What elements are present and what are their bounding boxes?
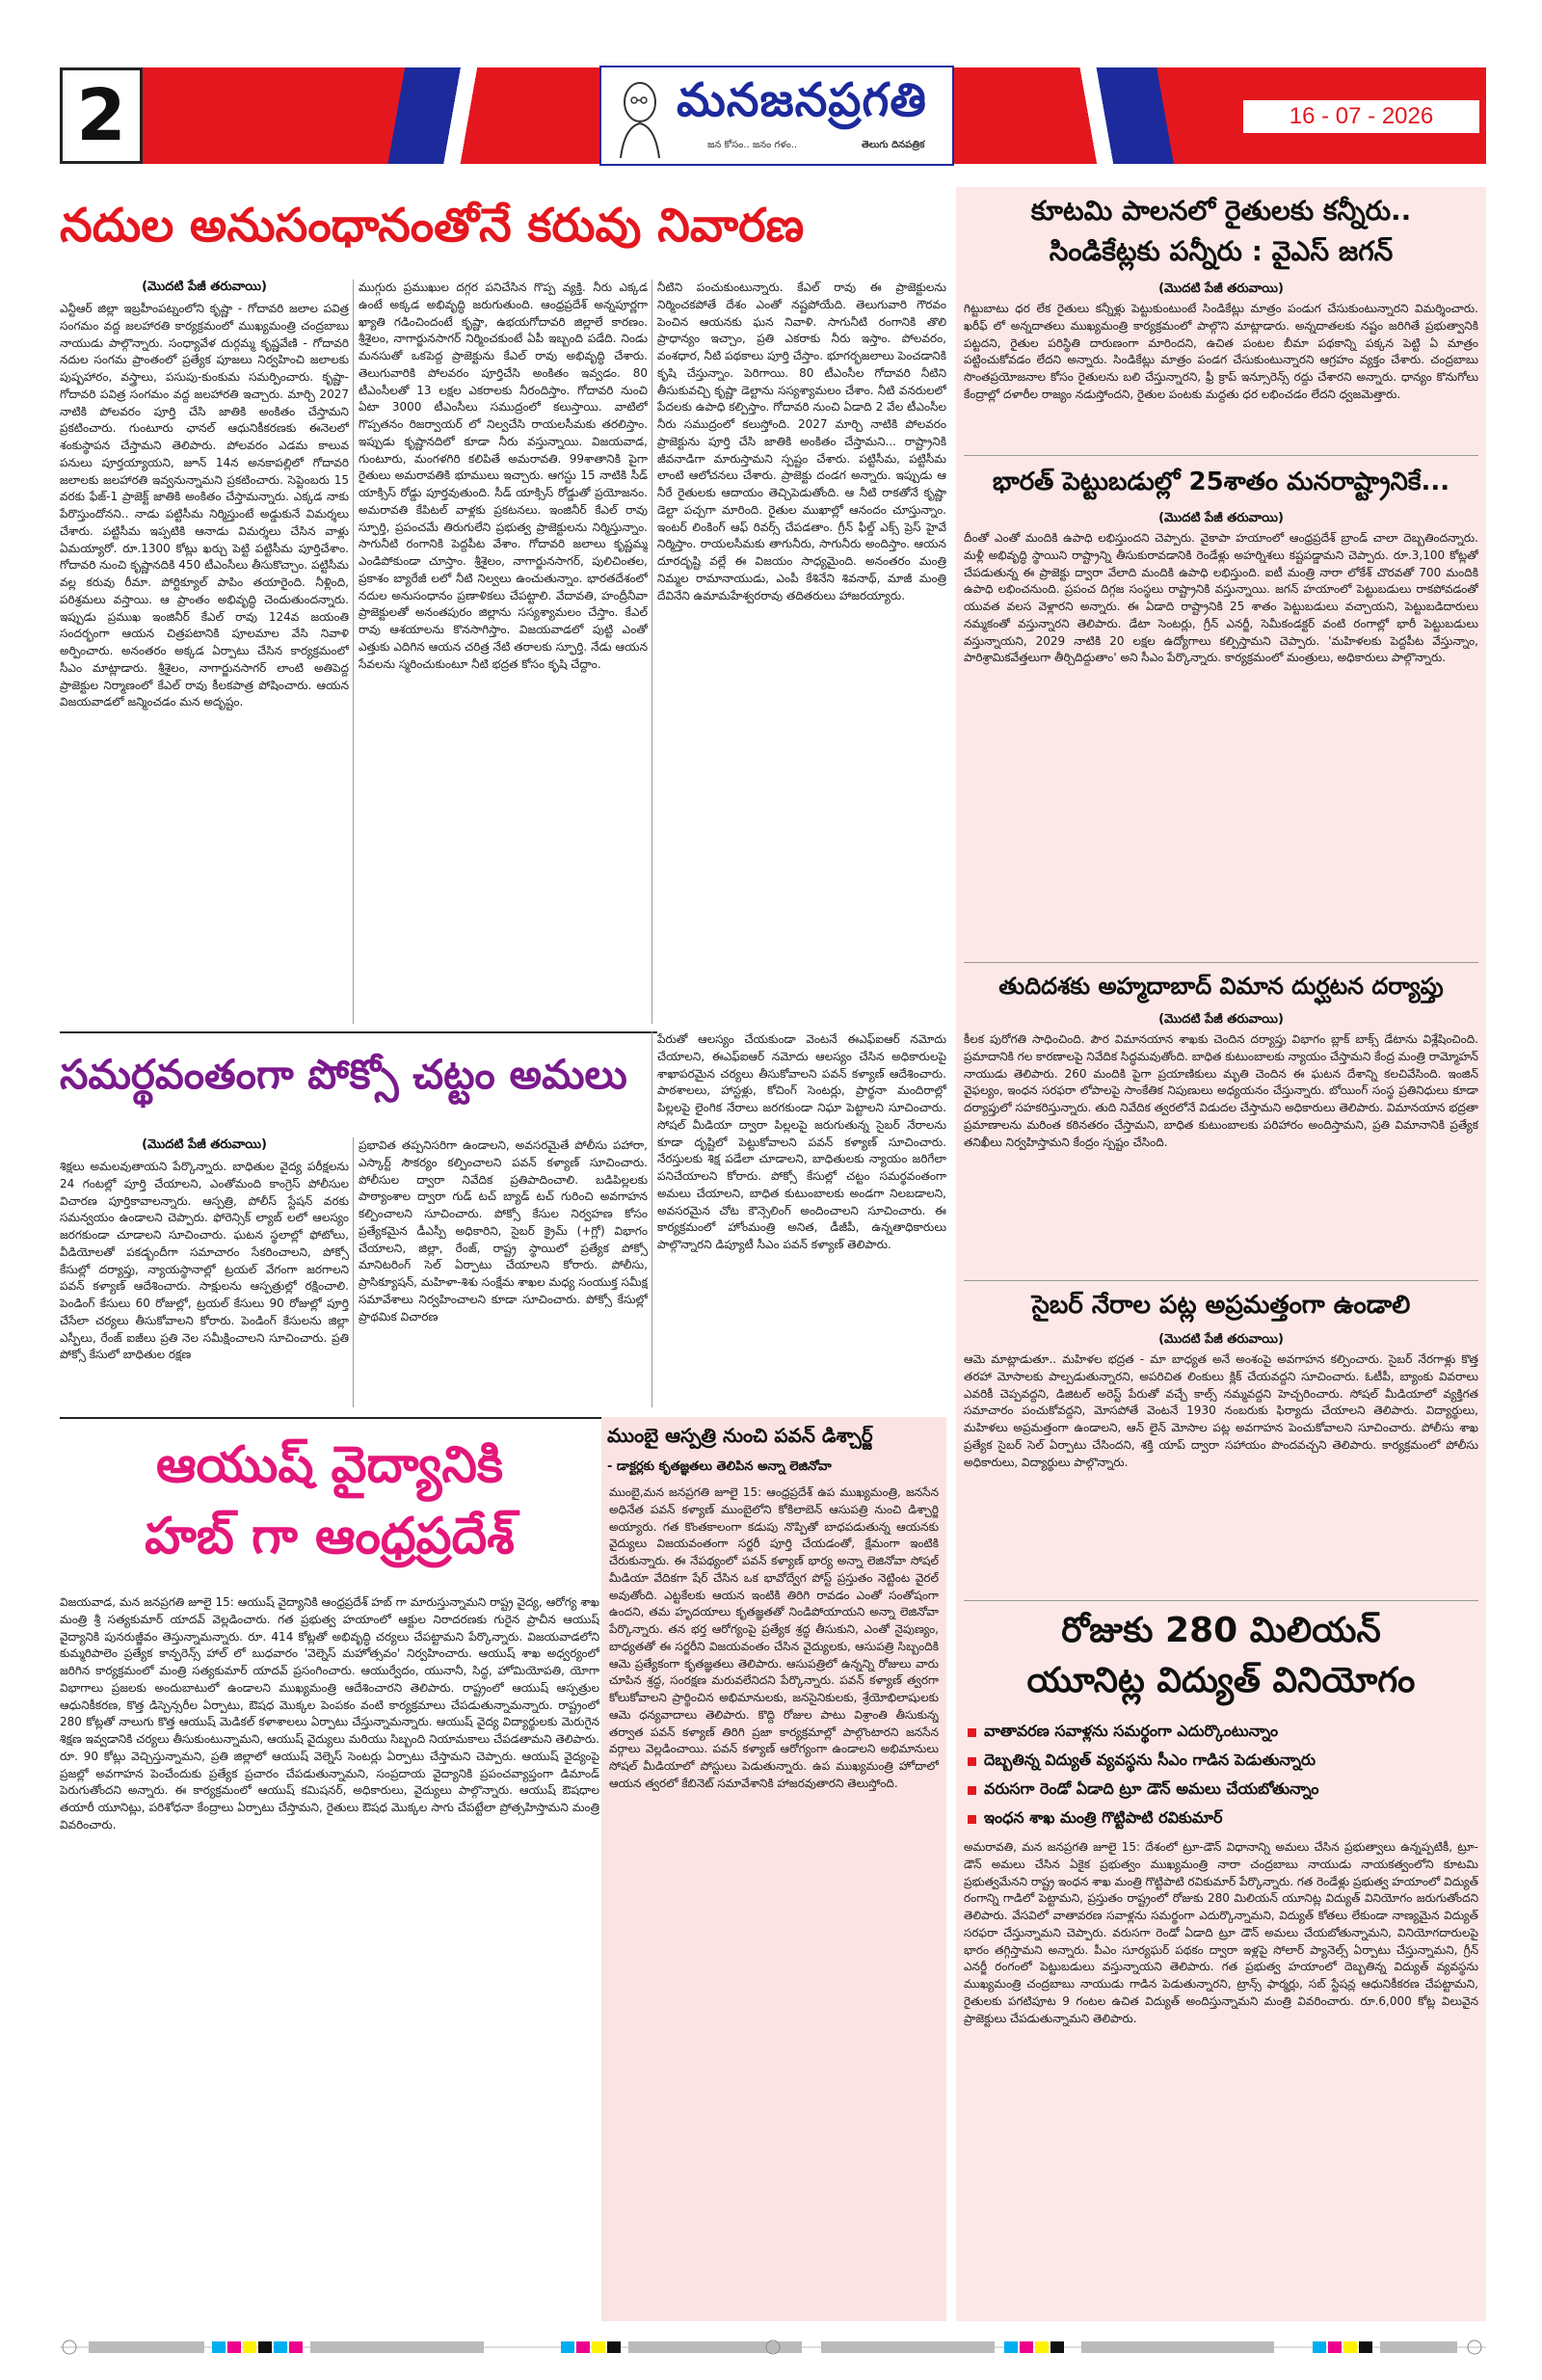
bullet-text: ఇంధన శాఖ మంత్రి గొట్టిపాటి రవికుమార్ xyxy=(984,1808,1223,1827)
article2-col3: పేరుతో ఆలస్యం చేయకుండా వెంటనే ఈఎఫ్ఐఆర్ నమోదు చేయాలని, ఈఎఫ్ఐఆర్ నమోదు ఆలస్యం చేసిన అధికారులపై శాఖాపరమైన చర్యలు తీసుకోవాలని పవన్ కళ్యాణ్ ఆదేశించారు. పాఠశాలలు, హాస్టళ్లు, కోచింగ్ సెంటర్లు, ప్రార్థనా మందిరాల్లో పిల్లలపై లైంగిక నేరాలు జరగకుండా నిఘా పెట్టాలని సూచించారు. సోషల్ మీడియా ద్వారా పిల్లలపై జరుగుతున్న సైబర్ నేరాలను కూడా దృష్టిలో పెట్టుకోవాలని పవన్ కళ్యాణ్ సూచించారు. నేరస్తులకు శిక్ష పడేలా చూడాలని, బాధితులకు న్యాయం జరిగేలా పనిచేయాలని కోరారు. పోక్సో కేసుల్లో చట్టం సమర్థవంతంగా అమలు చేయాలని, బాధిత కుటుంబాలకు అండగా నిలబడాలని, అవసరమైన చోట కౌన్సెలింగ్ అందించాలని సూచించారు. ఈ కార్యక్రమంలో హోంమంత్రి అనిత, డీజీపీ, ఉన్నతాధికారులు పాల్గొన్నారని డిప్యూటీ సీఎం పవన్ కళ్యాణ్ తెలిపారు. xyxy=(657,1032,946,1251)
sidebar5-body: అమరావతి, మన జనప్రగతి జూలై 15: దేశంలో ట్రూ-డౌన్ విధానాన్ని అమలు చేసిన ప్రభుత్వాలు ఉన్నప్పటికీ, ట్రూ-డౌన్ అమలు చేసిన ఏకైక ప్రభుత్వం ముఖ్యమంత్రి నారా చంద్రబాబు నాయుడు నాయకత్వంలోని కూటమి ప్రభుత్వమేనని రాష్ట్ర ఇంధన శాఖ మంత్రి గొట్టిపాటి రవికుమార్ పేర్కొన్నారు. గత రెండేళ్లు ప్రభుత్వ హయాంలో విద్యుత్ రంగాన్ని గాడిలో పెట్టామని, ప్రస్తుతం రాష్ట్రంలో రోజుకు 280 మిలియన్ యూనిట్ల విద్యుత్ వినియోగం జరుగుతోందని తెలిపారు. వేసవిలో వాతావరణ సవాళ్లను సమర్థంగా ఎదుర్కొన్నామని, విద్యుత్ కోతలు లేకుండా నాణ్యమైన విద్యుత్ సరఫరా చేస్తున్నామని చెప్పారు. వరుసగా రెండో ఏడాది ట్రూ డౌన్ అమలు చేయబోతున్నామని, వినియోగదారులపై భారం తగ్గిస్తామని అన్నారు. పీఎం సూర్యఘర్ పథకం ద్వారా ఇళ్లపై సోలార్ ప్యానెల్స్ ఏర్పాటు చేస్తున్నామని, గ్రీన్ ఎనర్జీ రంగంలో పెట్టుబడులు వస్తున్నాయని తెలిపారు. గత ప్రభుత్వ హయాంలో దెబ్బతిన్న విద్యుత్ వ్యవస్థను ముఖ్యమంత్రి చంద్రబాబు నాయుడు గాడిన పెడుతున్నారని, ట్రాన్స్ ఫార్మర్లు, సబ్ స్టేషన్ల ఆధునికీకరణ చేపట్టామని, రైతులకు పగటిపూట 9 గంటల ఉచిత విద్యుత్ అందిస్తున్నామని మంత్రి వివరించారు. రూ.6,000 కోట్ల విలువైన ప్రాజెక్టులు చేపడుతున్నామని తెలిపారు. xyxy=(964,1840,1478,2025)
article2-divider-2 xyxy=(651,1031,652,1407)
issue-date: 16 - 07 - 2026 xyxy=(1243,100,1479,133)
article1-divider-1 xyxy=(353,280,354,1024)
article1-divider-2 xyxy=(651,280,652,1024)
article2-headline: సమర్థవంతంగా పోక్సో చట్టం అమలు xyxy=(60,1051,627,1098)
article1-headline: నదుల అనుసంధానంతోనే కరువు నివారణ xyxy=(60,199,805,253)
article1-bottom-rule xyxy=(60,1031,657,1033)
bullet-square-icon xyxy=(968,1757,976,1766)
sidebar1-body: గిట్టుబాటు ధర లేక రైతులు కన్నీళ్లు పెట్టుకుంటుంటే సిండికేట్లు మాత్రం పండుగ చేసుకుంటున్నారని విమర్శించారు. ఖరీఫ్ లో అన్నదాతలు ముఖ్యమంత్రి కార్యక్రమంలో పాల్గొని మాట్లాడారు. అన్నదాతలకు నష్టం జరిగితే ప్రభుత్వానికి పట్టదని, రైతుల పరిస్థితి దారుణంగా మారిందని, ఉచిత పంటల బీమా పథకాన్ని పక్కన పెట్టి ఏ మాత్రం పట్టించుకోవడం లేదని అన్నారు. సిండికేట్లు మాత్రం పండగ చేసుకుంటున్నారని ఆగ్రహం వ్యక్తం చేశారు. చంద్రబాబు సొంతప్రయోజనాల కోసం రైతులను బలి చేస్తున్నారని, ఫ్రీ క్రాప్ ఇన్సూరెన్స్ రద్దు చేశారని అన్నారు. ధాన్యం కొనుగోలు కేంద్రాల్లో దళారీల రాజ్యం నడుస్తోందని, రైతుల పంటకు మద్దతు ధర లభించడం లేదని ధ్వజమెత్తారు. xyxy=(964,302,1478,401)
article1-col1: ఎన్టీఆర్ జిల్లా ఇబ్రహీంపట్నంలోని కృష్ణా - గోదావరి జలాల పవిత్ర సంగమం వద్ద జలహారతి కార్యక్రమంలో ముఖ్యమంత్రి చంద్రబాబు నాయుడు పాల్గొన్నారు. సంధ్యావేళ దుర్గమ్మ కృష్ణవేణి - గోదావరి నదుల సంగమ ప్రాంతంలో ప్రత్యేక పూజలు నిర్వహించి జలాలకు పుష్పహారం, వస్త్రాలు, పసుపు-కుంకుమ సమర్పించారు. కృష్ణా-గోదావరి పవిత్ర సంగమం వద్ద జలహారతి ఇచ్చారు. మార్చి 2027 నాటికి పోలవరం పూర్తి చేసి జాతికి అంకితం చేస్తామని ప్రకటించారు. గుంటూరు ఛానల్ ఆధునికీకరణకు ఈనెలలో శంకుస్థాపన చేస్తామని తెలిపారు. పోలవరం ఎడమ కాలువ పనులు పూర్తయ్యాయని, జూన్ 14న అనకాపల్లిలో గోదావరి జలాలకు జలహారతి ఇవ్వనున్నామని ప్రకటించారు. సెప్టెంబరు 15 వరకు ఫేజ్-1 ప్రాజెక్ట్ జాతికి అంకితం చేస్తామన్నారు. ఎక్కడ నాకు పేరొస్తుందోనని.. నాడు పట్టిసీమ నిర్మిస్తుంటే అడ్డుకునే విమర్శలు చేశారు. పట్టిసీమ ఇప్పటికి ఆనాడు విమర్శలు చేసిన వాళ్లు ఏమయ్యారో. రూ.1300 కోట్లు ఖర్చు పెట్టి పట్టిసీమ పూర్తిచేశాం. గోదావరి నుంచి కృష్ణానదికి 450 టీఎంసీలు తీసుకొచ్చాం. పట్టిసీమ వల్ల కరువు రీమా. పోర్టిక్యూల్ పాపిం తయారైంది. నీళ్లింది, పరిశ్రమలు వస్తాయి. ఆ ప్రాంతం అభివృద్ధి చెందుతుందన్నారు. ఇప్పుడు ప్రముఖ ఇంజినీర్ కేఎల్ రావు 124వ జయంతి సందర్భంగా ఆయన చిత్రపటానికి పూలమాల వేసి నివాళి అర్పించారు. అనంతరం అక్కడ ఏర్పాటు చేసిన కార్యక్రమంలో సీఎం మాట్లాడారు. శ్రీశైలం, నాగార్జునసాగర్ లాంటి అతిపెద్ద ప్రాజెక్టుల నిర్మాణంలో కేఎల్ రావు కీలకపాత్ర పోషించారు. ఆయన విజయవాడలో జన్మించడం మన అదృష్టం. xyxy=(60,302,349,709)
article1-col2: ముగ్గురు ప్రముఖుల దగ్గర పనిచేసిన గొప్ప వ్యక్తి. నీరు ఎక్కడ ఉంటే అక్కడ అభివృద్ధి జరుగుతుంది. ఆంధ్రప్రదేశ్ అన్నపూర్ణగా ఖ్యాతి గడించిందంటే కృష్ణా, ఉభయగోదావరి జిల్లాలే కారణం. శ్రీశైలం, నాగార్జునసాగర్ నిర్మించకుంటే ఏపీ ఇబ్బంది పడేది. నిండు మనసుతో ఒకపెద్ద ప్రాజెక్టును కేఎల్ రావు అభివృద్ధి చేశారు. తెలుగువారికి పోలవరం పూర్తిచేసి అంకితం ఇవ్వడం. 80 టీఎంసీలతో 13 లక్షల ఎకరాలకు నీరందిస్తాం. గోదావరి నుంచి ఏటా 3000 టీఎంసీలు సముద్రంలో కలుస్తాయి. వాటిలో గొప్పతనం రిజర్వాయర్ లో నిల్వచేసి రాయలసీమకు తరలిస్తాం. ఇప్పుడు కృష్ణానదిలో కూడా నీరు వస్తున్నాయి. విజయవాడ, గుంటూరు, మంగళగిరి కలిపితే అమరావతి. 99శాతానికి పైగా రైతులు అమరావతికి భూములు ఇచ్చారు. ఆగస్టు 15 నాటికి సీడ్ యాక్సిస్ రోడ్డు పూర్తవుతుంది. సీడ్ యాక్సిస్ రోడ్డుతో ప్రయోజనం. అమరావతి కేపిటల్ వాళ్లకు ప్రకటనలు. ఇంజినీర్ కేఎల్ రావు స్ఫూర్తి, ప్రపంచమే తిరుగులేని ప్రభుత్వ ప్రాజెక్టులను నిర్మిస్తున్నాం. సాగునీటి రంగానికి పెద్దపీట వేశాం. గోదావరి జలాలు కృష్ణమ్మ ఎండిపోకుండా చూస్తాం. శ్రీశైలం, నాగార్జునసాగర్, పులిచింతల, ప్రకాశం బ్యారేజీ లలో నీటి నిల్వలు ఉంచుతున్నాం. భారతదేశంలో నదుల అనుసంధానం ప్రణాళికలు చేపట్టాలి. వేదావతి, హంద్రీనీవా ప్రాజెక్టులతో అనంతపురం జిల్లాను సస్యశ్యామలం చేస్తాం. కేఎల్ రావు ఆశయాలను కొనసాగిస్తాం. విజయవాడలో పుట్టి ఎంతో ఎత్తుకు ఎదిగిన ఆయన చరిత్ర నేటి తరాలకు స్ఫూర్తి. నేడు ఆయన సేవలను స్మరించుకుంటూ నీటి భద్రత కోసం కృషి చేద్దాం. xyxy=(359,281,648,671)
masthead-tagline-2: తెలుగు దినపత్రిక xyxy=(862,140,925,150)
sidebar2-body: దీంతో ఎంతో మందికి ఉపాధి లభిస్తుందని చెప్పారు. వైకాపా హయాంలో ఆంధ్రప్రదేశ్ బ్రాండ్ చాలా దెబ్బతిందన్నారు. మళ్లీ అభివృద్ధి స్థాయిని రాష్ట్రాన్ని తీసుకురావడానికి రెండేళ్లు అహర్నిశలు కష్టపడ్డామని చెప్పారు. రూ.3,100 కోట్లతో చేపడుతున్న ఈ ప్రాజెక్టు ద్వారా వేలాది మందికి ఉపాధి లభిస్తుంది. ఐటీ మంత్రి నారా లోకేశ్ చొరవతో 700 మందికి ఉపాధి లభించనుంది. ప్రపంచ దిగ్గజ సంస్థలు రాష్ట్రానికి వస్తున్నాయి. జగన్ హయాంలో పెట్టుబడులు రాకపోవడంతో యువత వలస వెళ్లారని అన్నారు. ఈ ఏడాది రాష్ట్రానికి 25 శాతం పెట్టుబడులు వచ్చాయని, పెట్టుబడిదారులు నమ్మకంతో వస్తున్నారని తెలిపారు. డేటా సెంటర్లు, గ్రీన్ ఎనర్జీ, సెమీకండక్టర్ వంటి రంగాల్లో భారీ పెట్టుబడులు వస్తున్నాయని, 2029 నాటికి 20 లక్షల ఉద్యోగాలు కల్పిస్తామని చెప్పారు. 'మహిళలకు పెద్దపీట వేస్తున్నాం, పారిశ్రామికవేత్తలుగా తీర్చిదిద్దుతాం' అని సీఎం పేర్కొన్నారు. కార్యక్రమంలో మంత్రులు, అధికారులు పాల్గొన్నారు. xyxy=(964,531,1478,665)
article2-col1: శిక్షలు అమలవుతాయని పేర్కొన్నారు. బాధితుల వైద్య పరీక్షలను 24 గంటల్లో పూర్తి చేయాలని, ఎంతోమంది కాంగ్రెస్ పోలీసుల విచారణ పూర్తికావాలన్నారు. ఆస్పత్రి, పోలీస్ స్టేషన్ వరకు సమన్వయం ఉండాలని చెప్పారు. ఫోరెన్సిక్ ల్యాబ్ లలో ఆలస్యం జరగకుండా చూడాలని సూచించారు. ఘటన స్థలాల్లో ఫోటోలు, వీడియోలతో పకడ్బందీగా సమాచారం సేకరించాలని, పోక్సో కేసుల్లో దర్యాప్తు, న్యాయస్థానాల్లో ట్రయల్ వేగంగా జరగాలని పవన్ కళ్యాణ్ ఆదేశించారు. సాక్షులను ఆస్పత్రుల్లో రక్షించాలి. పెండింగ్ కేసులు 60 రోజుల్లో, ట్రయల్ కేసులు 90 రోజుల్లో పూర్తి చేసేలా చర్యలు తీసుకోవాలని కోరారు. పెండింగ్ కేసులను జిల్లా ఎస్పీలు, రేంజ్ ఐజీలు ప్రతి నెల సమీక్షించాలని సూచించారు. ప్రతి పోక్సో కేసులో బాధితుల రక్షణ xyxy=(60,1160,349,1362)
article3-body: విజయవాడ, మన జనప్రగతి జూలై 15: ఆయుష్ వైద్యానికి ఆంధ్రప్రదేశ్ హబ్ గా మారుస్తున్నామని రాష్ట్ర వైద్య, ఆరోగ్య శాఖ మంత్రి శ్రీ సత్యకుమార్ యాదవ్ వెల్లడించారు. గత ప్రభుత్వ హయాంలో ఆక్టుల నిరాదరణకు గురైన ప్రాచీన ఆయుష్ వైద్యానికి పునరుజ్జీవం తెస్తున్నామన్నారు. రూ. 414 కోట్లతో అభివృద్ధి చర్యలు చేపట్టామని పేర్కొన్నారు. విజయవాడలోని కుమ్మరిపాలెం ప్రత్యేక కాన్ఫరెన్స్ హాల్ లో బుధవారం 'వెల్నెస్ మహోత్సవం' నిర్వహించారు. ఆయుష్ శాఖ అధ్వర్యంలో జరిగిన కార్యక్రమంలో మంత్రి సత్యకుమార్ యాదవ్ ప్రసంగించారు. ఆయుర్వేదం, యునానీ, సిద్ధ, హోమియోపతి, యోగా విభాగాలు ప్రజలకు అందుబాటులో ఉండాలని ముఖ్యమంత్రి ఆదేశించారని తెలిపారు. రాష్ట్రంలో ఆయుష్ ఆస్పత్రుల ఆధునికీకరణ, కొత్త డిస్పెన్సరీల ఏర్పాటు, ఔషధ మొక్కల పెంపకం వంటి కార్యక్రమాలు చేపడుతున్నామన్నారు. రాష్ట్రంలో 280 కోట్లతో నాలుగు కొత్త ఆయుష్ మెడికల్ కళాశాలలు ఏర్పాటు చేస్తున్నామన్నారు. ఆయుష్ వైద్య విద్యార్థులకు మెరుగైన శిక్షణ ఇవ్వడానికి చర్యలు తీసుకుంటున్నామని, ఆయుష్ వైద్యులు మరియు సిబ్బంది నియామకాలు చేపడతామని తెలిపారు. రూ. 90 కోట్లు వెచ్చిస్తున్నామని, ప్రతి జిల్లాలో ఆయుష్ వెల్నెస్ సెంటర్లు ఏర్పాటు చేస్తామని చెప్పారు. ఆయుష్ వైద్యంపై ప్రజల్లో అవగాహన పెంచేందుకు ప్రత్యేక ప్రచారం చేపడుతున్నామని, సంప్రదాయ వైద్యానికి ప్రపంచవ్యాప్తంగా డిమాండ్ పెరుగుతోందని అన్నారు. ఈ కార్యక్రమంలో ఆయుష్ కమిషనర్, అధికారులు, వైద్యులు పాల్గొన్నారు. ఆయుష్ ఔషధాల తయారీ యూనిట్లు, పరిశోధనా కేంద్రాలు ఏర్పాటు చేస్తామని, రైతులు ఔషధ మొక్కల సాగు చేపట్టేలా ప్రోత్సహిస్తామని మంత్రి వివరించారు. xyxy=(60,1595,599,1832)
sidebar5-bullet-3 xyxy=(968,1779,1475,1802)
sidebar4-rule xyxy=(964,1600,1478,1601)
sidebar3-headline: తుదిదశకు అహ్మదాబాద్ విమాన దుర్ఘటన దర్యాప్తు xyxy=(998,973,1444,1000)
sidebar1-continued: (మొదటి పేజీ తరువాయి) xyxy=(1158,281,1284,296)
bullet-text: వరుసగా రెండో ఏడాది ట్రూ డౌన్ అమలు చేయబోతున్నాం xyxy=(984,1779,1319,1798)
article2-divider-1 xyxy=(353,1137,354,1407)
article2-col2: ప్రభావిత తప్పనిసరిగా ఉండాలని, అవసరమైతే పోలీసు పహారా, ఎస్కార్ట్ సౌకర్యం కల్పించాలని పవన్ కళ్యాణ్ సూచించారు. పోలీసుల ద్వారా నివేదిక ప్రతిపాదించాలి. బడిపిల్లలకు పాఠ్యాంశాల ద్వారా గుడ్ టచ్ బ్యాడ్ టచ్ గురించి అవగాహన కల్పించాలని సూచించారు. పోక్సో కేసుల నిర్వహణ కోసం ప్రత్యేకమైన డీఎస్పీ అధికారిని, సైబర్ క్రైమ్ (+గ్లో) విభాగం చేయాలని, జిల్లా, రేంజ్, రాష్ట్ర స్థాయిలో ప్రత్యేక పోక్సో మానిటరింగ్ సెల్ ఏర్పాటు చేయాలని కోరారు. పోలీసు, ప్రాసిక్యూషన్, మహిళా-శిశు సంక్షేమ శాఖల మధ్య సంయుక్త సమీక్ష సమావేశాలు నిర్వహించాలని కూడా సూచించారు. పోక్సో కేసుల్లో ప్రాథమిక విచారణ xyxy=(359,1138,648,1324)
sidebar3-continued: (మొదటి పేజీ తరువాయి) xyxy=(1158,1012,1284,1027)
sidebar4-continued: (మొదటి పేజీ తరువాయి) xyxy=(1158,1332,1284,1347)
gandhi-logo-icon xyxy=(611,73,667,158)
article4-body: ముంబై,మన జనప్రగతి జూలై 15: ఆంధ్రప్రదేశ్ ఉప ముఖ్యమంత్రి, జనసేన అధినేత పవన్ కళ్యాణ్ ముంబైలోని కోకిలాబెన్ ఆసుపత్రి నుంచి డిశ్చార్జి అయ్యారు. గత కొంతకాలంగా కడుపు నొప్పితో బాధపడుతున్న ఆయనకు వైద్యులు విజయవంతంగా సర్జరీ పూర్తి చేయడంతో, క్షేమంగా ఇంటికి చేరుకున్నారు. ఈ నేపథ్యంలో పవన్ కళ్యాణ్ భార్య అన్నా లెజినోవా సోషల్ మీడియా వేదికగా షేర్ చేసిన ఒక భావోద్వేగ పోస్ట్ ప్రస్తుతం నెట్టింట వైరల్ అవుతోంది. ఎట్టకేలకు ఆయన ఇంటికి తిరిగి రావడం ఎంతో సంతోషంగా ఉందని, తమ హృదయాలు కృతజ్ఞతతో నిండిపోయాయని అన్నా లెజినోవా పేర్కొన్నారు. తన భర్త ఆరోగ్యంపై ప్రత్యేక శ్రద్ధ తీసుకుని, ఎంతో నైపుణ్యం, బాధ్యతతో ఈ సర్జరీని విజయవంతం చేసిన వైద్యులకు, ఆసుపత్రి సిబ్బందికి ఆమె ప్రత్యేకంగా కృతజ్ఞతలు తెలిపారు. ఆసుపత్రిలో ఉన్నన్ని రోజులు వారు చూపిన శ్రద్ధ, సంరక్షణ మరువలేనిదని పేర్కొన్నారు. పవన్ కళ్యాణ్ త్వరగా కోలుకోవాలని ప్రార్థించిన అభిమానులకు, జనసైనికులకు, శ్రేయోభిలాషులకు ఆమె ధన్యవాదాలు తెలిపారు. కొద్ది రోజుల పాటు విశ్రాంతి తీసుకున్న తర్వాత పవన్ కళ్యాణ్ తిరిగి ప్రజా కార్యక్రమాల్లో పాల్గొంటారని జనసేన వర్గాలు వెల్లడించాయి. పవన్ కళ్యాణ్ ఆరోగ్యంగా ఉండాలని అభిమానులు సోషల్ మీడియాలో పోస్టులు పెడుతున్నారు. ఉప ముఖ్యమంత్రి హోదాలో ఆయన త్వరలో కేబినెట్ సమావేశానికి హాజరవుతారని తెలుస్తోంది. xyxy=(609,1485,939,1790)
sidebar2-continued: (మొదటి పేజీ తరువాయి) xyxy=(1158,511,1284,525)
masthead xyxy=(599,66,954,166)
article4-headline: ముంబై ఆస్పత్రి నుంచి పవన్ డిశ్చార్జ్ xyxy=(607,1424,873,1447)
sidebar5-bullet-1 xyxy=(968,1722,1475,1744)
article3-headline-line2: హబ్ గా ఆంధ్రప్రదేశ్ xyxy=(145,1508,515,1565)
registration-bar xyxy=(60,2337,1486,2358)
color-registration-icon xyxy=(60,2337,1486,2358)
article3-headline-line1: ఆయుష్ వైద్యానికి xyxy=(155,1436,504,1494)
sidebar5-headline-line1: రోజుకు 280 మిలియన్ xyxy=(1061,1611,1381,1650)
bullet-text: వాతావరణ సవాళ్లను సమర్థంగా ఎదుర్కొంటున్నాం xyxy=(984,1722,1279,1740)
bullet-square-icon xyxy=(968,1728,976,1737)
sidebar3-rule xyxy=(964,1280,1478,1281)
article4-subhead: - డాక్టర్లకు కృతజ్ఞతలు తెలిపిన అన్నా లెజినోవా xyxy=(607,1459,832,1474)
masthead-title: మనజనప్రగతి xyxy=(677,73,927,127)
bullet-text: దెబ్బతిన్న విద్యుత్ వ్యవస్థను సీఎం గాడిన పెడుతున్నారు xyxy=(984,1751,1316,1769)
masthead-tagline: జన కోసం.. జనం గళం.. xyxy=(707,140,798,150)
sidebar1-rule xyxy=(964,455,1478,456)
article1-col3: నీటిని పంచుకుంటున్నారు. కేఎల్ రావు ఈ ప్రాజెక్టులను నిర్మించకపోతే దేశం ఎంతో నష్టపోయేది. తెలుగువారి గౌరవం పెంచిన ఆయనకు ఘన నివాళి. సాగునీటి రంగానికి తొలి ప్రాధాన్యం ఇచ్చాం, ప్రతి ఎకరాకు నీరు ఇస్తాం. పోలవరం, వంశధార, నీటి పథకాలు పూర్తి చేస్తాం. భూగర్భజలాలు పెంచడానికి కృషి చేస్తున్నాం. పెరిగాయి. 80 టీఎంసీల గోదావరి నీటిని తీసుకువచ్చి కృష్ణా డెల్టాను సస్యశ్యామలం చేశాం. నీటి వనరులలో పేదలకు ఉపాధి కల్పిస్తాం. గోదావరి నుంచి ఏడాది 2 వేల టీఎంసీల నీరు సముద్రంలో కలుస్తోంది. 2027 మార్చి నాటికి పోలవరం ప్రాజెక్టును పూర్తి చేసి జాతికి అంకితం చేస్తామని... రాష్ట్రానికి జీవనాడిగా మారుస్తామని స్పష్టం చేశారు. పట్టిసీమ, పట్టిసీమ లాంటి ఆలోచనలు చేశారు. ప్రాజెక్టు దండగ అన్నారు. ఇప్పుడు ఆ నీరే రైతులకు ఆదాయం తెచ్చిపెడుతోంది. ఆ నీటి రాకతోనే కృష్ణా డెల్టా పచ్చగా మారింది. రైతుల ముఖాల్లో ఆనందం చూస్తున్నాం. ఇంటర్ లింకింగ్ ఆఫ్ రివర్స్ చేపడతాం. గ్రీన్ ఫీల్డ్ ఎక్స్ ప్రెస్ హైవే నిర్మిస్తాం. రాయలసీమకు తాగునీరు, సాగునీరు అందిస్తాం. ఆయన దూరదృష్టి వల్లే ఈ విజయం సాధ్యమైంది. అనంతరం మంత్రి నిమ్మల రామానాయుడు, ఎంపీ కేశినేని శివనాథ్, మాజీ మంత్రి దేవినేని ఉమామహేశ్వరరావు తదితరులు హాజరయ్యారు. xyxy=(657,281,946,602)
sidebar3-body: కీలక పురోగతి సాధించింది. పౌర విమానయాన శాఖకు చెందిన దర్యాప్తు విభాగం బ్లాక్ బాక్స్ డేటాను విశ్లేషించింది. ప్రమాదానికి గల కారణాలపై నివేదిక సిద్ధమవుతోంది. బాధిత కుటుంబాలకు న్యాయం చేస్తామని కేంద్ర మంత్రి రామ్మోహన్ నాయుడు తెలిపారు. 260 మందికి పైగా ప్రయాణికులు మృతి చెందిన ఈ ఘటన దేశాన్ని కలచివేసింది. ఇంజిన్ వైఫల్యం, ఇంధన సరఫరా లోపాలపై సాంకేతిక నిపుణులు అధ్యయనం చేస్తున్నారు. బోయింగ్ సంస్థ ప్రతినిధులు కూడా దర్యాప్తులో సహకరిస్తున్నారు. తుది నివేదిక త్వరలోనే విడుదల చేస్తామని అధికారులు తెలిపారు. విమానయాన భద్రతా ప్రమాణాలను మరింత కఠినతరం చేస్తామని, బాధిత కుటుంబాలకు పరిహారం అందిస్తామని, ప్రతి విమానానికి ప్రత్యేక తనిఖీలు నిర్వహిస్తామని కేంద్రం స్పష్టం చేసింది. xyxy=(964,1032,1478,1149)
article2-continued: (మొదటి పేజీ తరువాయి) xyxy=(142,1137,267,1152)
bullet-square-icon xyxy=(968,1815,976,1824)
sidebar2-headline: భారత్ పెట్టుబడుల్లో 25శాతం మనరాష్ట్రానికే... xyxy=(992,468,1450,496)
sidebar2-rule xyxy=(964,962,1478,963)
sidebar5-bullet-4 xyxy=(968,1808,1475,1831)
sidebar4-body: ఆమె మాట్లాడుతూ.. మహిళల భద్రత - మా బాధ్యత అనే అంశంపై అవగాహన కల్పించారు. సైబర్ నేరగాళ్లు కొత్త తరహా మోసాలకు పాల్పడుతున్నారని, అపరిచిత లింకులు క్లిక్ చేయవద్దని సూచించారు. ఓటీపీ, బ్యాంకు వివరాలు ఎవరికీ చెప్పవద్దని, డిజిటల్ అరెస్ట్ పేరుతో వచ్చే కాల్స్ నమ్మవద్దని హెచ్చరించారు. సోషల్ మీడియాలో వ్యక్తిగత సమాచారం పంచుకోవద్దని, మోసపోతే వెంటనే 1930 నంబరుకు ఫిర్యాదు చేయాలని తెలిపారు. విద్యార్థులు, మహిళలు అప్రమత్తంగా ఉండాలని, ఆన్ లైన్ మోసాల పట్ల అవగాహన పెంచుకోవాలని సూచించారు. పోలీసు శాఖ ప్రత్యేక సైబర్ సెల్ ఏర్పాటు చేసిందని, శక్తి యాప్ ద్వారా సహాయం పొందవచ్చని తెలిపారు. కార్యక్రమంలో పోలీసు అధికారులు, విద్యార్థులు పాల్గొన్నారు. xyxy=(964,1352,1478,1469)
sidebar4-headline: సైబర్ నేరాల పట్ల అప్రమత్తంగా ఉండాలి xyxy=(1031,1291,1411,1320)
bullet-square-icon xyxy=(968,1786,976,1795)
sidebar5-headline-line2: యూనిట్ల విద్యుత్ వినియోగం xyxy=(1026,1661,1416,1700)
sidebar1-headline-line2: సిండికేట్లకు పన్నీరు : వైఎస్ జగన్ xyxy=(1049,235,1394,267)
page-number: 2 xyxy=(60,67,143,164)
sidebar5-bullet-2 xyxy=(968,1751,1475,1773)
sidebar1-headline-line1: కూటమి పాలనలో రైతులకు కన్నీరు.. xyxy=(1030,195,1412,227)
article1-continued: (మొదటి పేజీ తరువాయి) xyxy=(142,280,267,294)
